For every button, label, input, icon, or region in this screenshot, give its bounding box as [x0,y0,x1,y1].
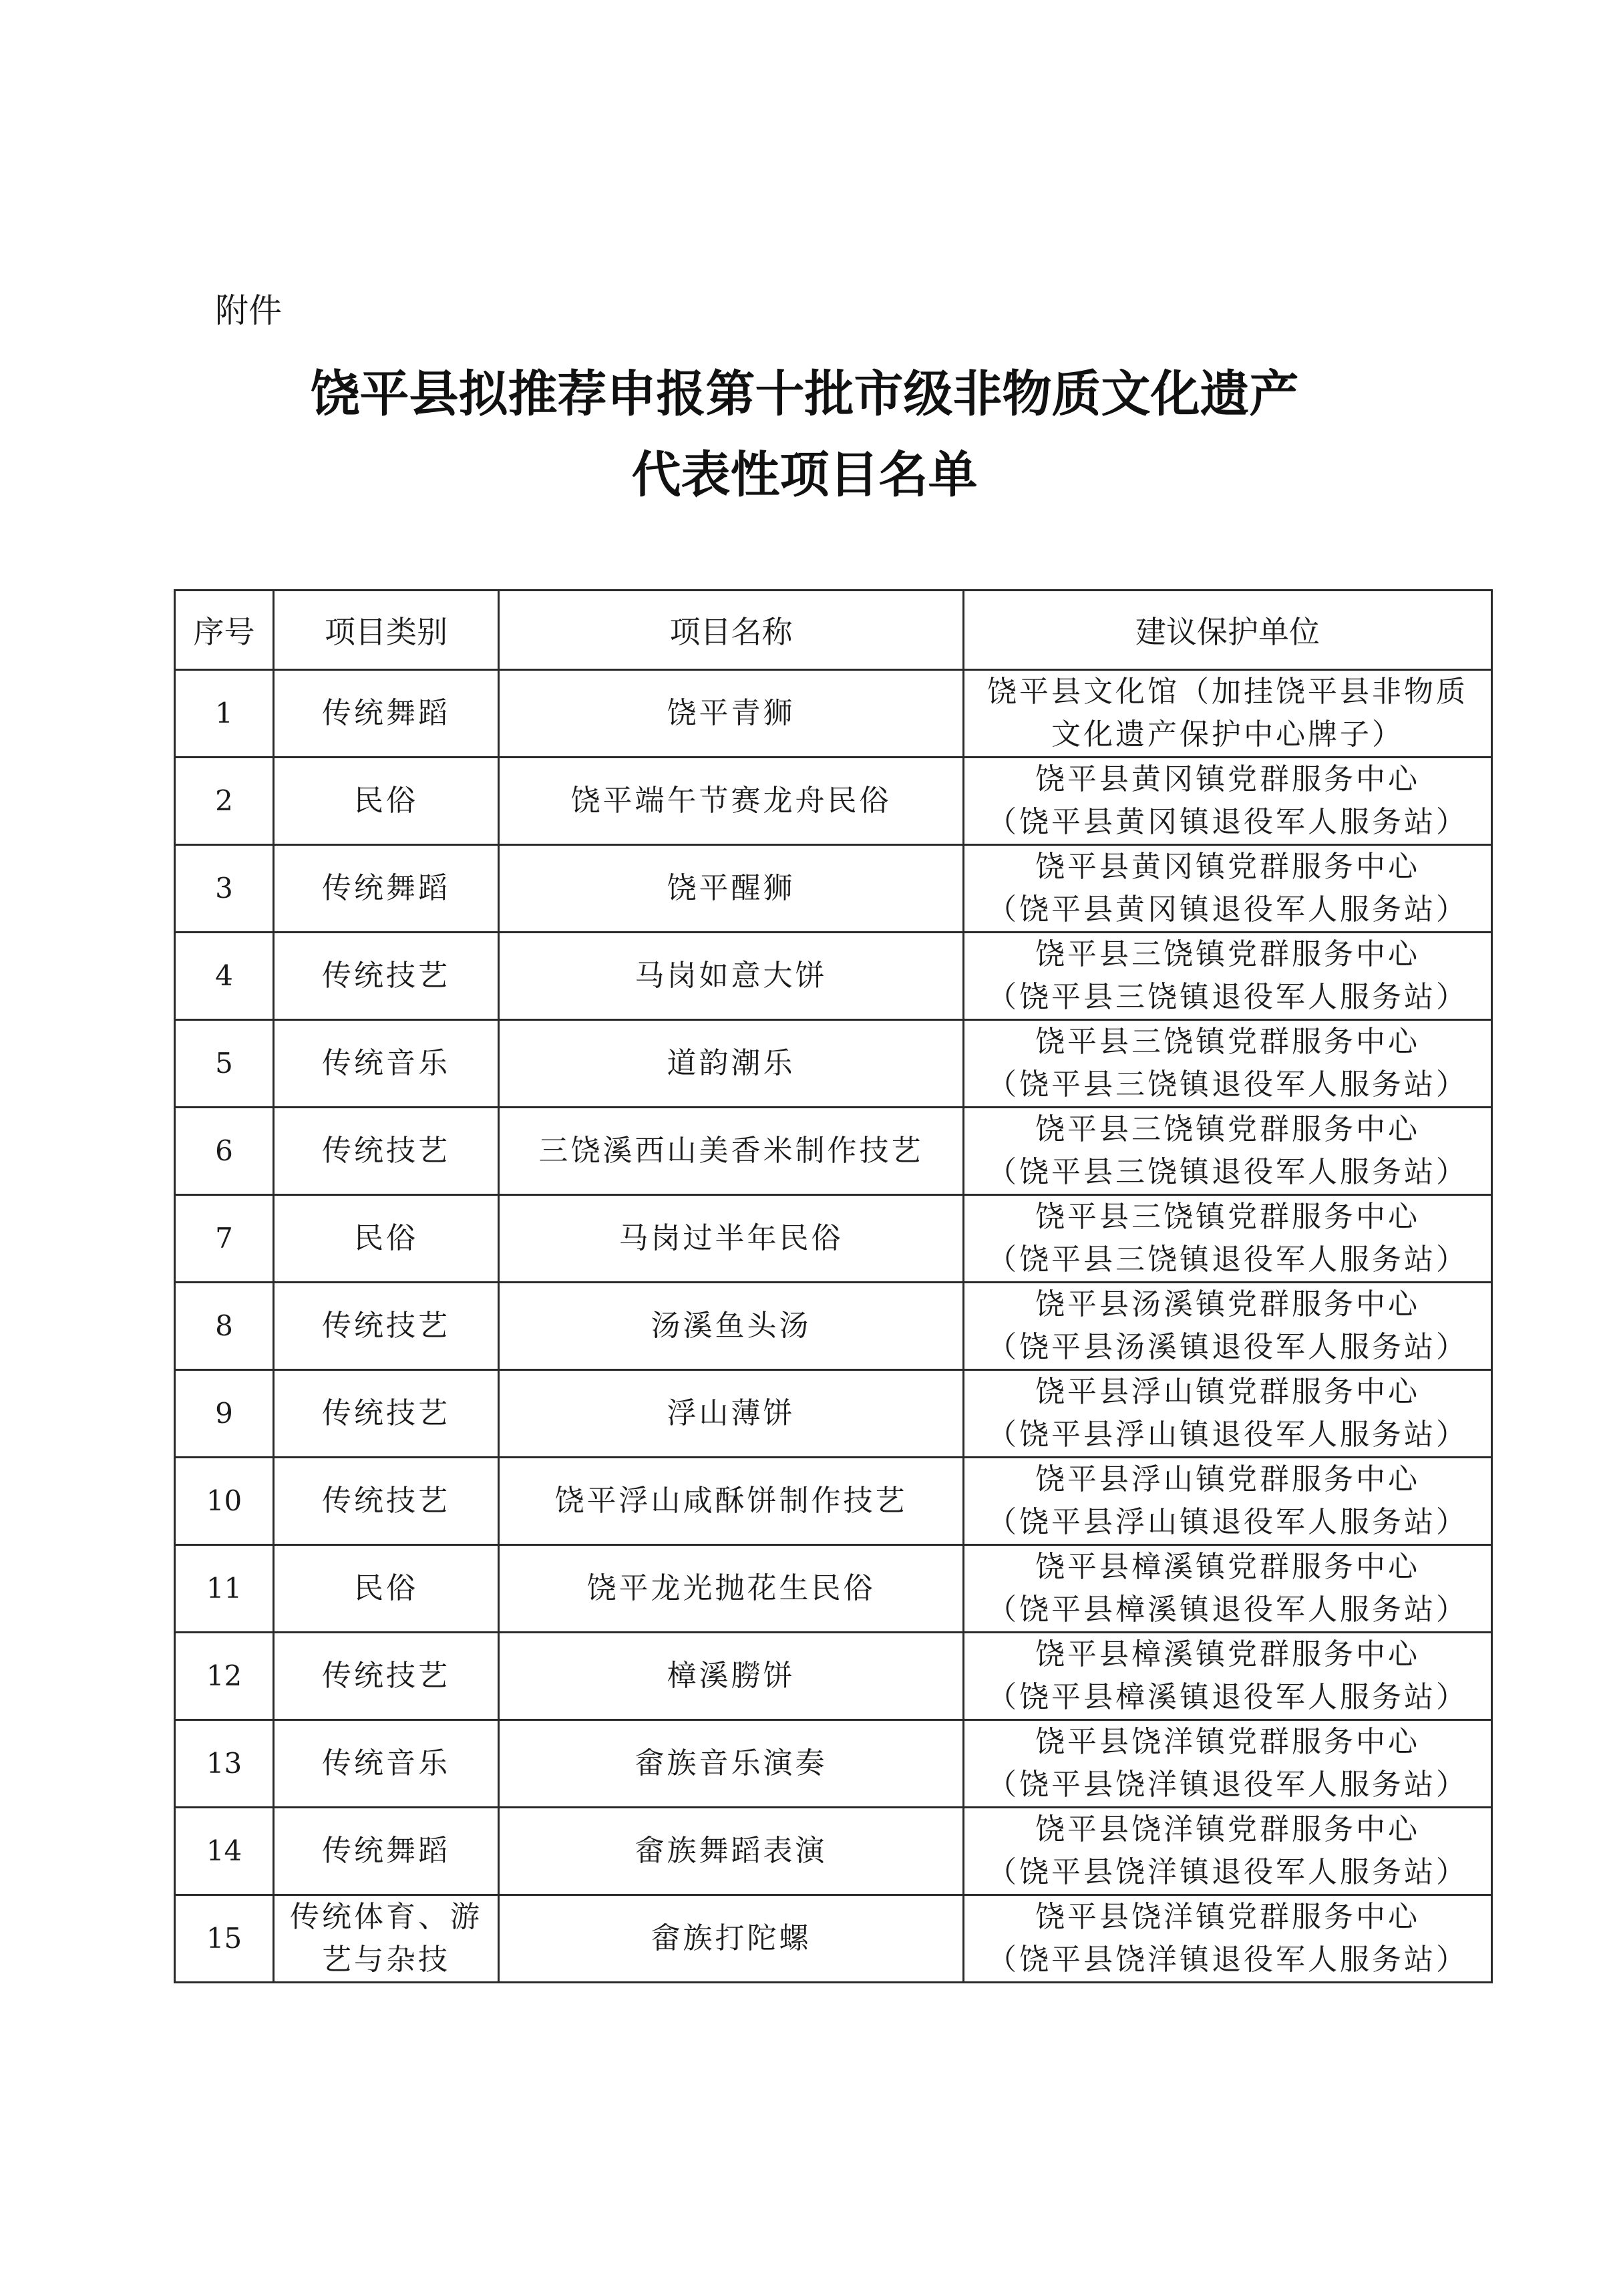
row-project-name: 饶平浮山咸酥饼制作技艺 [499,1458,964,1545]
row-category: 传统技艺 [274,1633,499,1720]
unit-line-2: （饶平县三饶镇退役军人服务站） [987,1068,1468,1102]
unit-line-1: 饶平县饶洋镇党群服务中心 [1035,1812,1420,1846]
row-project-name: 汤溪鱼头汤 [499,1283,964,1370]
row-protection-unit [964,1370,1492,1458]
header-protection-unit: 建议保护单位 [964,591,1492,670]
row-index: 13 [175,1720,274,1808]
row-index: 8 [175,1283,274,1370]
unit-line-2: （饶平县三饶镇退役军人服务站） [987,980,1468,1014]
table-header-row [175,591,1492,670]
row-category: 传统技艺 [274,1108,499,1195]
table-body [175,670,1492,1983]
unit-line-1: 饶平县文化馆（加挂饶平县非物质 [987,675,1468,709]
header-project-name: 项目名称 [499,591,964,670]
row-index: 15 [175,1895,274,1983]
row-category: 传统音乐 [274,1020,499,1108]
row-category: 传统舞蹈 [274,670,499,758]
unit-line-1: 饶平县黄冈镇党群服务中心 [1035,850,1420,884]
row-category: 传统音乐 [274,1720,499,1808]
table-row [175,758,1492,845]
row-index: 11 [175,1545,274,1633]
unit-line-1: 饶平县樟溪镇党群服务中心 [1035,1637,1420,1671]
table-row [175,1370,1492,1458]
unit-line-2: （饶平县樟溪镇退役军人服务站） [987,1593,1468,1627]
table-row [175,1808,1492,1895]
table-row [175,1545,1492,1633]
unit-line-1: 饶平县浮山镇党群服务中心 [1035,1462,1420,1496]
unit-line-2: （饶平县浮山镇退役军人服务站） [987,1505,1468,1539]
table-row [175,1458,1492,1545]
unit-line-2: （饶平县饶洋镇退役军人服务站） [987,1855,1468,1889]
unit-line-1: 饶平县三饶镇党群服务中心 [1035,937,1420,971]
row-index: 14 [175,1808,274,1895]
row-index: 10 [175,1458,274,1545]
row-project-name: 三饶溪西山美香米制作技艺 [499,1108,964,1195]
row-project-name: 饶平端午节赛龙舟民俗 [499,758,964,845]
unit-line-2: （饶平县三饶镇退役军人服务站） [987,1155,1468,1189]
unit-line-1: 饶平县汤溪镇党群服务中心 [1035,1287,1420,1321]
row-category: 传统舞蹈 [274,845,499,933]
attachment-label: 附件 [215,291,282,330]
header-index: 序号 [175,591,274,670]
document-title-line-2: 代表性项目名单 [631,446,978,504]
unit-line-2: （饶平县汤溪镇退役军人服务站） [987,1330,1468,1364]
row-protection-unit [964,1720,1492,1808]
table-row [175,1895,1492,1983]
unit-line-1: 饶平县三饶镇党群服务中心 [1035,1200,1420,1234]
row-category: 传统技艺 [274,1283,499,1370]
table-row [175,1283,1492,1370]
row-protection-unit [964,1895,1492,1983]
table-row [175,1108,1492,1195]
unit-line-1: 饶平县三饶镇党群服务中心 [1035,1112,1420,1146]
table-row [175,845,1492,933]
unit-line-2: （饶平县黄冈镇退役军人服务站） [987,805,1468,839]
row-project-name: 饶平醒狮 [499,845,964,933]
row-project-name: 畲族音乐演奏 [499,1720,964,1808]
row-index: 5 [175,1020,274,1108]
row-project-name: 马岗如意大饼 [499,933,964,1020]
row-project-name: 畲族打陀螺 [499,1895,964,1983]
row-category: 传统技艺 [274,1370,499,1458]
document-title-line-1: 饶平县拟推荐申报第十批市级非物质文化遗产 [310,365,1299,423]
table-row [175,1195,1492,1283]
row-index: 1 [175,670,274,758]
row-category: 民俗 [274,1195,499,1283]
row-index: 2 [175,758,274,845]
row-index: 6 [175,1108,274,1195]
row-protection-unit [964,1108,1492,1195]
unit-line-1: 饶平县樟溪镇党群服务中心 [1035,1550,1420,1584]
unit-line-2: （饶平县黄冈镇退役军人服务站） [987,892,1468,927]
unit-line-2: （饶平县饶洋镇退役军人服务站） [987,1943,1468,1977]
row-protection-unit [964,1545,1492,1633]
unit-line-1: 饶平县黄冈镇党群服务中心 [1035,762,1420,796]
row-category: 传统技艺 [274,1458,499,1545]
row-index: 12 [175,1633,274,1720]
row-protection-unit [964,1808,1492,1895]
table-row [175,1720,1492,1808]
unit-line-2: （饶平县樟溪镇退役军人服务站） [987,1680,1468,1714]
unit-line-1: 饶平县三饶镇党群服务中心 [1035,1025,1420,1059]
row-category: 传统舞蹈 [274,1808,499,1895]
row-project-name: 樟溪朥饼 [499,1633,964,1720]
table-row [175,1633,1492,1720]
unit-line-2: （饶平县饶洋镇退役军人服务站） [987,1768,1468,1802]
row-index: 7 [175,1195,274,1283]
row-index: 9 [175,1370,274,1458]
row-project-name: 马岗过半年民俗 [499,1195,964,1283]
row-protection-unit [964,933,1492,1020]
row-protection-unit [964,1458,1492,1545]
row-protection-unit [964,1283,1492,1370]
project-list-table [174,589,1493,1983]
row-category: 民俗 [274,758,499,845]
row-protection-unit [964,1633,1492,1720]
row-protection-unit [964,1020,1492,1108]
row-protection-unit [964,758,1492,845]
row-project-name: 饶平龙光抛花生民俗 [499,1545,964,1633]
row-index: 3 [175,845,274,933]
header-category: 项目类别 [274,591,499,670]
row-category: 传统体育、游艺与杂技 [274,1895,499,1983]
table-header [175,591,1492,670]
row-project-name: 道韵潮乐 [499,1020,964,1108]
row-protection-unit [964,1195,1492,1283]
unit-line-1: 饶平县浮山镇党群服务中心 [1035,1375,1420,1409]
row-project-name: 浮山薄饼 [499,1370,964,1458]
unit-line-2: （饶平县浮山镇退役军人服务站） [987,1418,1468,1452]
row-index: 4 [175,933,274,1020]
row-category: 民俗 [274,1545,499,1633]
row-category: 传统技艺 [274,933,499,1020]
unit-line-2: 文化遗产保护中心牌子） [1051,717,1404,752]
table-row [175,670,1492,758]
unit-line-1: 饶平县饶洋镇党群服务中心 [1035,1900,1420,1934]
table-row [175,1020,1492,1108]
table-row [175,933,1492,1020]
unit-line-1: 饶平县饶洋镇党群服务中心 [1035,1725,1420,1759]
row-protection-unit [964,670,1492,758]
unit-line-2: （饶平县三饶镇退役军人服务站） [987,1243,1468,1277]
row-project-name: 畲族舞蹈表演 [499,1808,964,1895]
row-protection-unit [964,845,1492,933]
row-project-name: 饶平青狮 [499,670,964,758]
